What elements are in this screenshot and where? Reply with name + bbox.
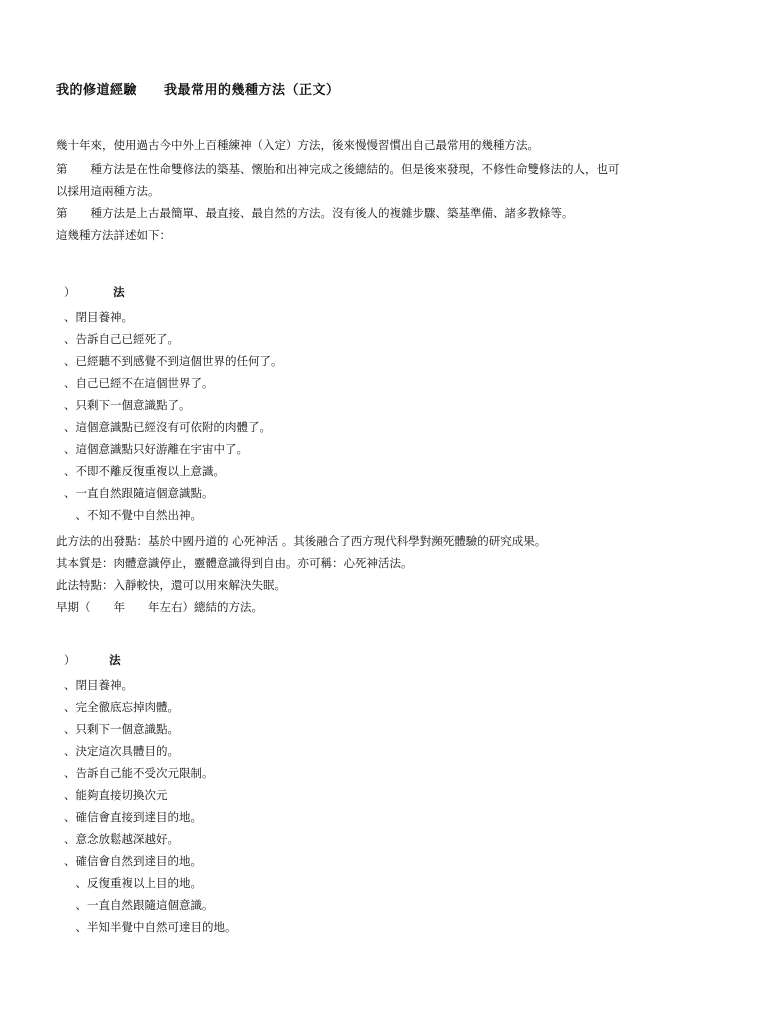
section-1-name: 法	[113, 285, 125, 299]
step-item: 、只剩下一個意識點了。	[64, 398, 191, 412]
page-title: 我的修道經驗 我最常用的幾種方法（正文）	[56, 83, 340, 98]
step-item: 、不即不離反復重複以上意識。	[64, 464, 225, 478]
step-item: 、一直自然跟隨這個意識點。	[64, 486, 214, 500]
step-item: 、反復重複以上目的地。	[64, 876, 202, 890]
step-item: 、確信會直接到達目的地。	[64, 810, 202, 824]
step-item: 、確信會自然到達目的地。	[64, 854, 202, 868]
step-item: 、一直自然跟隨這個意識。	[64, 898, 214, 912]
note-line: 其本質是：肉體意識停止，靈體意識得到自由。亦可稱：心死神活法。	[56, 556, 413, 570]
note-line: 此方法的出發點：基於中國丹道的 心死神活 。其後融合了西方現代科學對瀕死體驗的研究成果。	[56, 534, 547, 548]
section-1-heading	[64, 284, 125, 300]
section-1-steps	[64, 306, 283, 526]
intro-line: 第 種方法是在性命雙修法的築基、懷胎和出神完成之後總結的。但是後來發現，不修性命雙修法的人，也可	[56, 162, 620, 176]
section-2-heading	[64, 652, 121, 668]
intro-paragraphs	[56, 134, 726, 246]
intro-line: 這幾種方法詳述如下：	[56, 228, 171, 242]
note-line: 早期（ 年 年左右）總結的方法。	[56, 600, 263, 614]
step-item: 、決定這次具體目的。	[64, 744, 179, 758]
step-item: 、意念放鬆越深越好。	[64, 832, 179, 846]
intro-line: 以採用這兩種方法。	[56, 184, 160, 198]
step-item: 、告訴自己能不受次元限制。	[64, 766, 214, 780]
step-item: 、告訴自己已經死了。	[64, 332, 179, 346]
section-2-steps	[64, 674, 237, 938]
section-1-notes	[56, 530, 736, 618]
step-item: 、這個意識點只好游離在宇宙中了。	[64, 442, 248, 456]
note-line: 此法特點：入靜較快，還可以用來解決失眠。	[56, 578, 286, 592]
section-2-paren: ）	[64, 653, 76, 667]
intro-line: 第 種方法是上古最簡單、最直接、最自然的方法。沒有後人的複雜步驟、築基準備、諸多教條等。	[56, 206, 574, 220]
section-2-name: 法	[109, 653, 121, 667]
step-item: 、閉目養神。	[64, 310, 133, 324]
step-item: 、完全徹底忘掉肉體。	[64, 700, 179, 714]
step-item: 、閉目養神。	[64, 678, 133, 692]
step-item: 、這個意識點已經沒有可依附的肉體了。	[64, 420, 271, 434]
step-item: 、能夠直接切換次元	[64, 788, 168, 802]
section-1-paren: ）	[64, 285, 76, 299]
step-item: 、自己已經不在這個世界了。	[64, 376, 214, 390]
step-item: 、只剩下一個意識點。	[64, 722, 179, 736]
step-item: 、已經聽不到感覺不到這個世界的任何了。	[64, 354, 283, 368]
step-item: 、半知半覺中自然可達目的地。	[64, 920, 237, 934]
step-item: 、不知不覺中自然出神。	[64, 508, 202, 522]
intro-line: 幾十年來，使用過古今中外上百種練神（入定）方法，後來慢慢習慣出自己最常用的幾種方法。	[56, 138, 539, 152]
